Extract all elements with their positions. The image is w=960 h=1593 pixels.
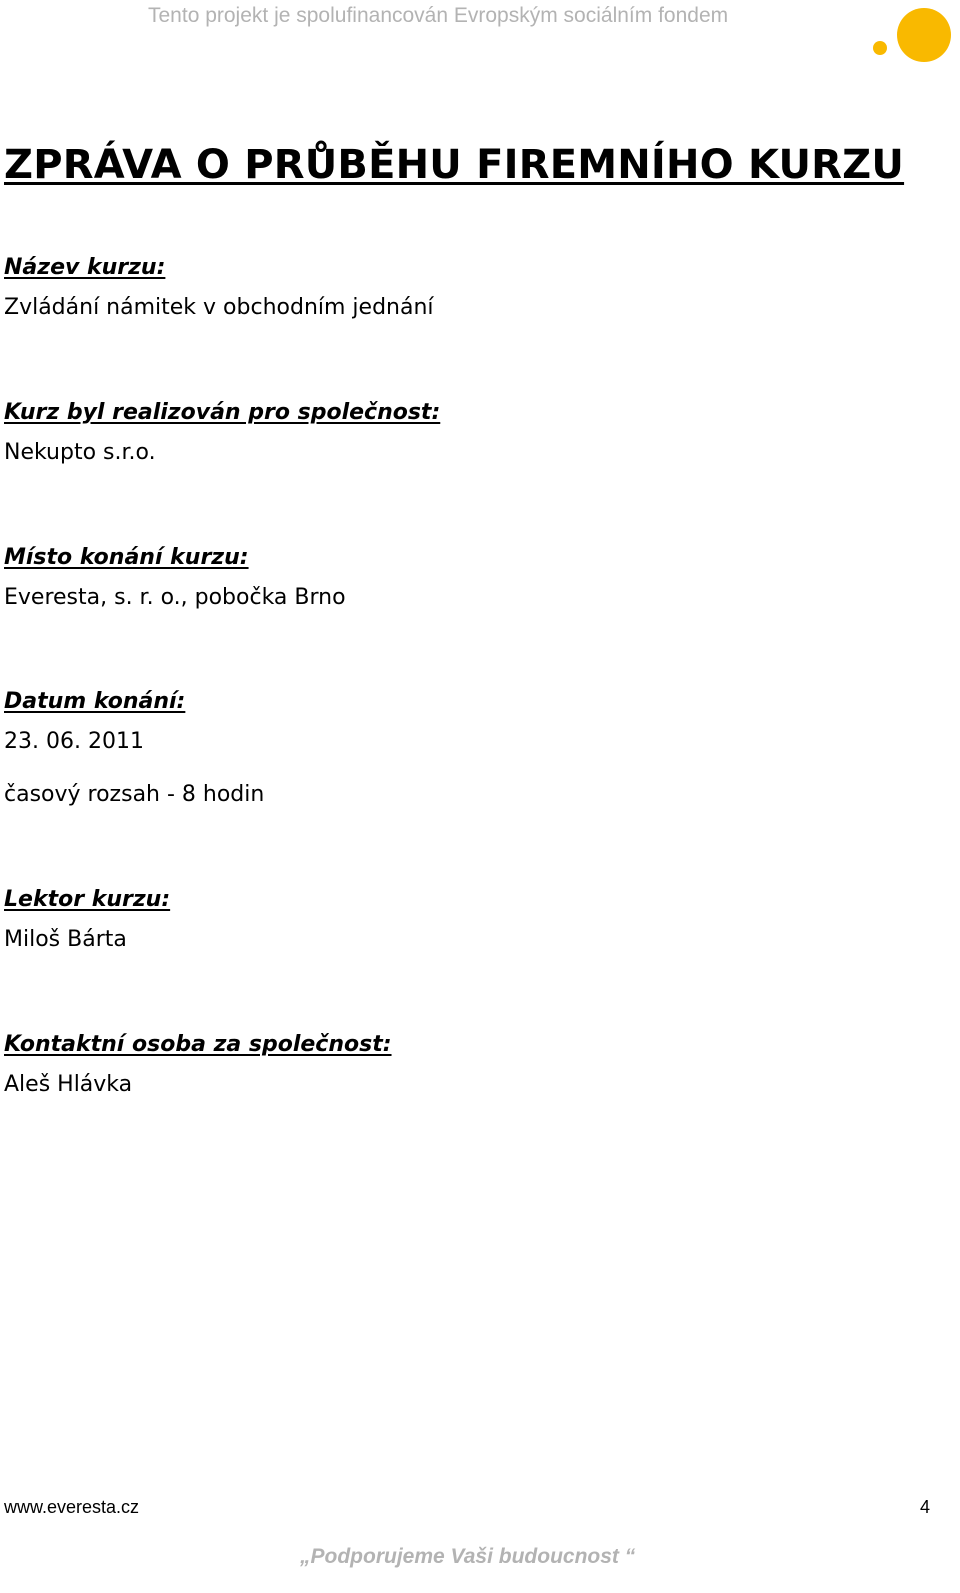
section-label: Místo konání kurzu: xyxy=(4,545,249,570)
section-label: Datum konání: xyxy=(4,689,186,714)
section-value: Miloš Bárta xyxy=(4,927,127,952)
section-contact-person xyxy=(4,1031,392,1099)
section-value: Aleš Hlávka xyxy=(4,1072,133,1097)
section-duration: časový rozsah - 8 hodin xyxy=(4,782,265,807)
document-title: ZPRÁVA O PRŮBĚHU FIREMNÍHO KURZU xyxy=(4,142,905,188)
section-date xyxy=(4,688,264,809)
section-venue xyxy=(4,544,346,612)
logo-small-dot-icon xyxy=(873,41,887,55)
section-value: Nekupto s.r.o. xyxy=(4,440,156,465)
section-label: Lektor kurzu: xyxy=(4,887,171,912)
section-lecturer xyxy=(4,886,170,954)
footer-motto: „Podporujeme Vaši budoucnost “ xyxy=(300,1545,636,1568)
logo-big-dot-icon xyxy=(897,8,951,62)
section-course-name xyxy=(4,254,434,322)
footer-url: www.everesta.cz xyxy=(4,1497,140,1517)
section-value: Zvládání námitek v obchodním jednání xyxy=(4,295,434,320)
page-number: 4 xyxy=(919,1497,930,1517)
section-label: Kurz byl realizován pro společnost: xyxy=(4,400,441,425)
section-label: Kontaktní osoba za společnost: xyxy=(4,1032,392,1057)
header-text: Tento projekt je spolufinancován Evropským sociálním fondem xyxy=(148,4,729,27)
section-label: Název kurzu: xyxy=(4,255,166,280)
section-value: Everesta, s. r. o., pobočka Brno xyxy=(4,585,346,610)
section-value: 23. 06. 2011 xyxy=(4,729,144,754)
section-company xyxy=(4,399,440,467)
